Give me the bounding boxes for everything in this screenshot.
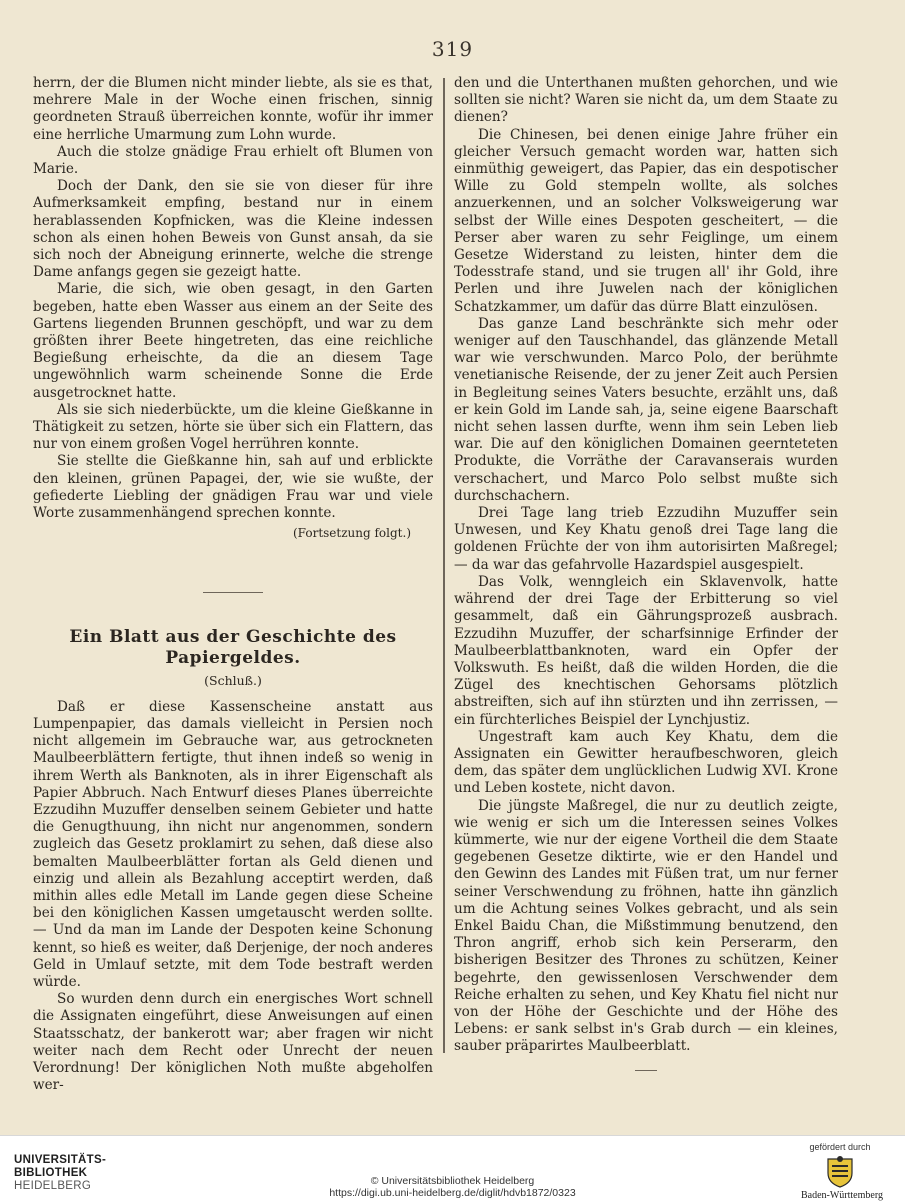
paragraph: Die Chinesen, bei denen einige Jahre früher ein gleicher Versuch gemacht worden war, hatten sich einmüthig geweigert, das Papier, das ein despotischer Wille zu Gold stempeln wollte, als solches anzuerkennen, und an solcher Volksweigerung war selbst der Wille eines Despoten gescheitert, — die Perser aber waren zu sehr Feiglinge, um einem Gesetze Widerstand zu leisten, hinter dem die Todesstrafe stand, und sie trugen all' ihr Gold, ihre Perlen und ihre Juwelen nach der königlichen Schatzkammer, um dafür das dürre Blatt einzulösen. <box>454 126 838 315</box>
copyright-text: © Universitätsbibliothek Heidelberg <box>370 1175 535 1187</box>
permalink[interactable]: https://digi.ub.uni-heidelberg.de/diglit/hdvb1872/0323 <box>329 1187 576 1199</box>
paragraph: Drei Tage lang trieb Ezzudihn Muzuffer sein Unwesen, und Key Khatu genoß drei Tage lang die goldenen Früchte der von ihm autorisirten Maßregel; — da war das gefahrvolle Hazardspiel ausgespielt. <box>454 505 838 573</box>
sponsor-name: Baden-Württemberg <box>800 1190 883 1201</box>
paragraph: Das ganze Land beschränkte sich mehr oder weniger auf den Tauschhandel, das glänzende Metall war wie verschwunden. Marco Polo, der berühmte venetianische Reisende, der zu jener Zeit auch Persien in Begleitung seines Vaters besuchte, erzählt uns, daß er kein Gold im Lande sah, ja, seine eigene Baarschaft nicht sehen lassen durfte, wenn ihm sein Leben lieb war. Die auf den königlichen Domainen geernteteten Produkte, die Vorräthe der Caravanserais wurden verschachert, und Marco Polo selbst mußte sich durchschachern. <box>454 315 838 504</box>
paragraph: den und die Unterthanen mußten gehorchen, und wie sollten sie nicht? Waren sie nicht da, um dem Staate zu dienen? <box>454 75 838 126</box>
column-divider <box>443 78 445 1053</box>
logo-line: BIBLIOTHEK <box>14 1167 88 1179</box>
paragraph: So wurden denn durch ein energisches Wort schnell die Assignaten eingeführt, diese Anweisungen auf einen Staatsschatz, der bankerott war; aber fragen wir nicht weiter nach dem Recht oder Unrecht der neuen Verordnung! Der königlichen Noth mußte abgeholfen wer- <box>33 991 433 1094</box>
section-divider <box>203 592 263 593</box>
paragraph: Doch der Dank, den sie sie von dieser für ihre Aufmerksamkeit empfing, bestand nur in einem herablassenden Kopfnicken, was die Kleine indessen schon als einen hohen Beweis von Gunst ansah, da sie sich noch der Abneigung erinnerte, welche die strenge Dame anfangs gegen sie gezeigt hatte. <box>33 178 433 281</box>
copyright-notice <box>0 1175 905 1199</box>
paragraph: Marie, die sich, wie oben gesagt, in den Garten begeben, hatte eben Wasser aus einem an der Seite des Gartens liegenden Brunnen geschöpft, und war zu dem größten ihrer Beete hingetreten, das eine reichliche Begießung erheischte, da die an diesem Tage ungewöhnlich warm scheinende Sonne die Erde ausgetrocknet hatte. <box>33 281 433 401</box>
article-title: Ein Blatt aus der Geschichte des Papiergeldes. <box>69 627 397 669</box>
coat-of-arms-icon <box>822 1155 858 1189</box>
paragraph: Sie stellte die Gießkanne hin, sah auf und erblickte den kleinen, grünen Papagei, der, wie sie wußte, der gefiederte Liebling der gnädigen Frau war und viele Worte zusammenhängend sprechen konnte. <box>33 453 433 522</box>
page-number: 319 <box>431 37 474 61</box>
paragraph: Als sie sich niederbückte, um die kleine Gießkanne in Thätigkeit zu setzen, hörte sie über sich ein Flattern, das nur von einem großen Vogel herrühren konnte. <box>33 401 433 453</box>
article-subtitle: (Schluß.) <box>204 673 262 689</box>
logo-line: HEIDELBERG <box>14 1180 92 1192</box>
left-column <box>33 75 433 1094</box>
paragraph: Ungestraft kam auch Key Khatu, dem die Assignaten ein Gewitter heraufbeschworen, gleich dem, das später dem unglücklichen Ludwig XVI. Krone und Leben kostete, nicht davon. <box>454 728 838 797</box>
paragraph: herrn, der die Blumen nicht minder liebte, als sie es that, mehrere Male in der Woche einen frischen, sinnig geordneten Strauß überreichen konnte, wofür ihr immer eine herrliche Umarmung zum Lohn wurde. <box>33 75 433 143</box>
continuation-note: (Fortsetzung folgt.) <box>293 526 411 541</box>
paragraph: Auch die stolze gnädige Frau erhielt oft Blumen von Marie. <box>33 143 433 178</box>
paragraph: Daß er diese Kassenscheine anstatt aus Lumpenpapier, das damals vielleicht in Persien noch nicht allgemein im Gebrauche war, aus getrockneten Maulbeerblättern fertigte, thut ihnen indeß so wenig in ihrem Werth als Banknoten, als in ihrer Eigenschaft als Papier Abbruch. Nach Entwurf dieses Planes überreichte Ezzudihn Muzuffer denselben seinem Gebieter und hatte die Genugthuung, ihn nicht nur angenommen, sondern zugleich das Gesetz proklamirt zu sehen, daß diese also bemalten Maulbeerblätter fortan als Geld dienen und einzig und allein als Bezahlung acceptirt werden, daß mithin alles edle Metall im Lande gegen diese Scheine bei den königlichen Kassen umgetauscht werden sollte. — Und da man im Lande der Despoten keine Schonung kennt, so hieß es weiter, daß Derjenige, der noch anderes Geld in Umlauf setzte, mit dem Tode bestraft werden würde. <box>33 698 433 990</box>
footer-bar <box>0 1135 905 1204</box>
sponsor-label: gefördert durch <box>809 1142 871 1152</box>
right-column <box>454 75 838 1071</box>
paragraph: Die jüngste Maßregel, die nur zu deutlich zeigte, wie wenig er sich um die Interessen seines Volkes kümmerte, wie nur der eigene Vortheil die dem Staate gegebenen Gesetze diktirte, wie er den Handel und den Gewinn des Landes mit Füßen trat, um nur ferner seiner Verschwendung zu fröhnen, hatte ihn gänzlich um die Achtung seines Volkes gebracht, und als sein Enkel Baidu Chan, die Mißstimmung benutzend, den Thron angriff, erhob sich kein Perserarm, den bisherigen Besitzer des Thrones zu schützen, Keiner begehrte, den gewissenlosen Verschwender dem Reiche erhalten zu sehen, und Key Khatu fiel nicht nur von der Höhe der Geschichte und der Höhe des Lebens: er sank selbst in's Grab durch — ein kleines, sauber präparirtes Maulbeerblatt. <box>454 797 838 1055</box>
logo-line: UNIVERSITÄTS- <box>14 1154 107 1166</box>
end-rule <box>635 1070 657 1071</box>
paragraph: Das Volk, wenngleich ein Sklavenvolk, hatte während der drei Tage der Erbitterung so viel gesammelt, daß ein Gährungsprozeß ausbrach. Ezzudihn Muzuffer, der scharfsinnige Erfinder der Maulbeerblattbanknoten, ward ein Opfer der Volkswuth. Es heißt, daß die wilden Horden, die die Zügel des knechtischen Gehorsams plötzlich abstreiften, sich auf ihn stürzten und ihn zerrissen, — ein fürchterliches Beispiel der Lynchjustiz. <box>454 573 838 728</box>
